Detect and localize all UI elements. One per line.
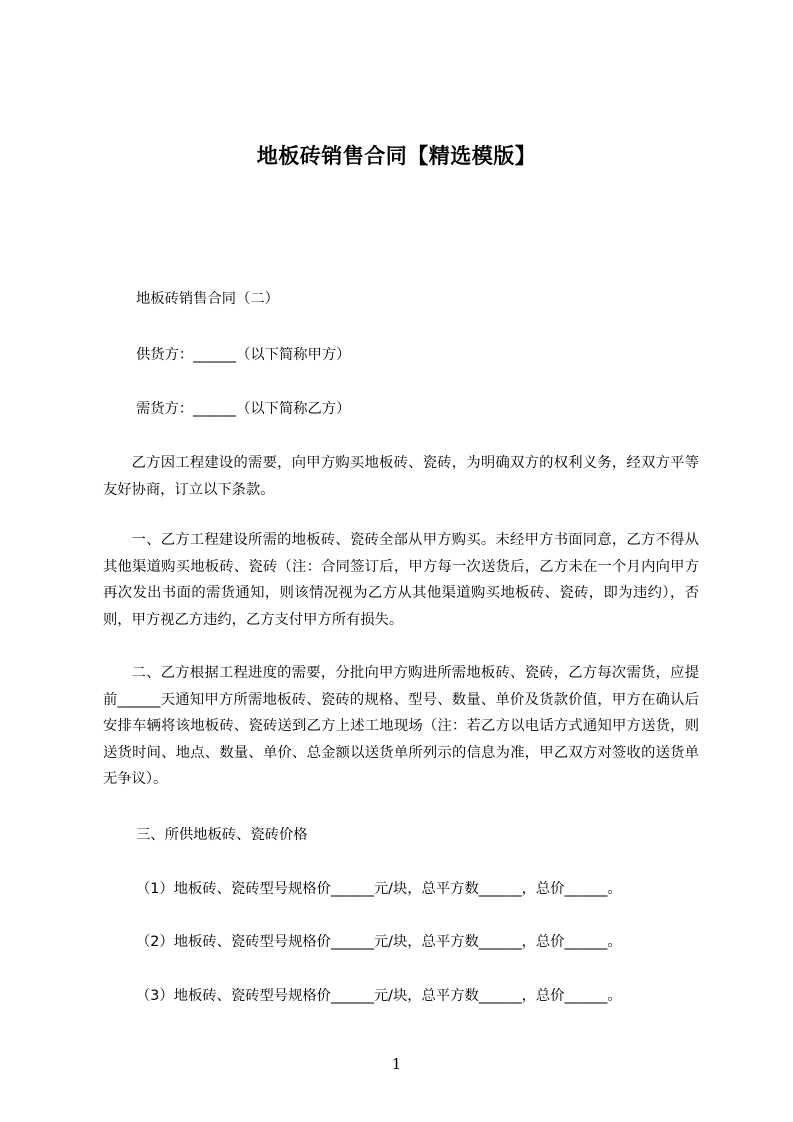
price-item: （1）地板砖、瓷砖型号规格价______元/块，总平方数______，总价______。: [136, 881, 622, 897]
page-number: 1: [391, 1055, 402, 1073]
supplier-line: 供货方：______（以下简称甲方）: [136, 347, 351, 363]
section-three-heading: 三、所供地板砖、瓷砖价格: [136, 827, 308, 843]
clause-two-paragraph: 二、乙方根据工程进度的需要，分批向甲方购进所需地板砖、瓷砖，乙方每次需货，应提前______天通知甲方所需地板砖、瓷砖的规格、型号、数量、单价及货款价值，甲方在确认后安排车辆将该地板砖、瓷砖送到乙方上述工地现场（注：若乙方以电话方式通知甲方送货，则送货时间、地点、数量、单价、总金额以送货单所列示的信息为准，甲乙双方对签收的送货单无争议）。: [103, 665, 699, 787]
buyer-line: 需货方：______（以下简称乙方）: [136, 401, 351, 417]
price-item: （3）地板砖、瓷砖型号规格价______元/块，总平方数______，总价______。: [136, 988, 622, 1004]
intro-paragraph: 乙方因工程建设的需要，向甲方购买地板砖、瓷砖，为明确双方的权利义务，经双方平等友好协商，订立以下条款。: [103, 455, 699, 498]
document-title: 地板砖销售合同【精选模版】: [256, 144, 537, 168]
contract-subtitle: 地板砖销售合同（二）: [136, 291, 279, 307]
clause-one-paragraph: 一、乙方工程建设所需的地板砖、瓷砖全部从甲方购买。未经甲方书面同意，乙方不得从其他渠道购买地板砖、瓷砖（注：合同签订后，甲方每一次送货后，乙方未在一个月内向甲方再次发出书面的需货通知，则该情况视为乙方从其他渠道购买地板砖、瓷砖，即为违约），否则，甲方视乙方违约，乙方支付甲方所有损失。: [103, 532, 699, 628]
price-item: （2）地板砖、瓷砖型号规格价______元/块，总平方数______，总价______。: [136, 934, 622, 950]
